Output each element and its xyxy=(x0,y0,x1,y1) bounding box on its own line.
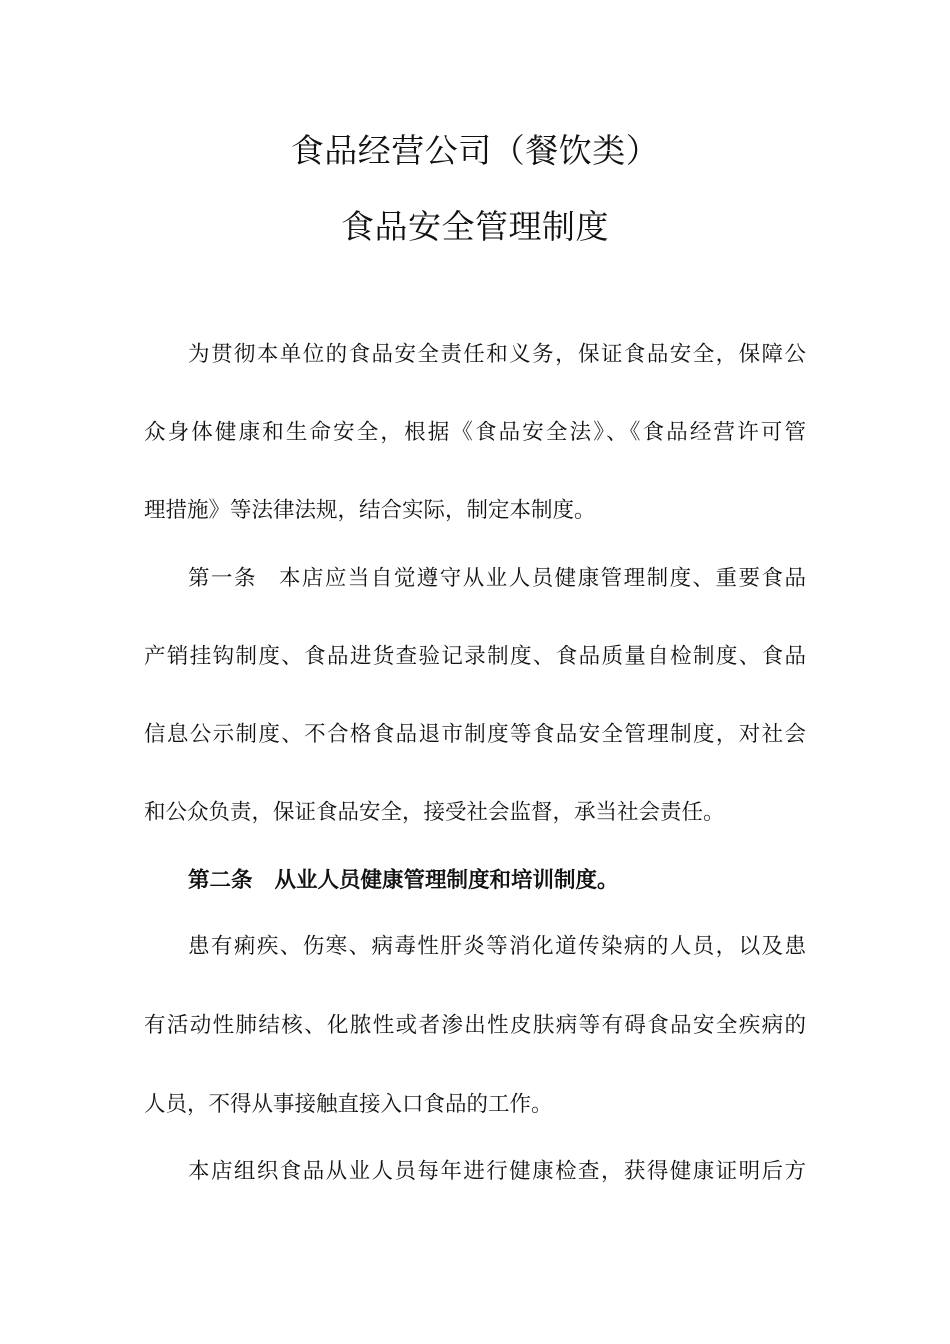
article2-heading xyxy=(188,866,806,896)
article1-text-1: 本店应当自觉遵守从业人员健康管理制度、重要食品 xyxy=(278,566,806,591)
article1-line-3: 信息公示制度、不合格食品退市制度等食品安全管理制度，对社会 xyxy=(144,722,806,747)
disease-line-2: 有活动性肺结核、化脓性或者渗出性皮肤病等有碍食品安全疾病的 xyxy=(144,1013,806,1038)
article2-title: 从业人员健康管理制度和培训制度。 xyxy=(274,868,619,893)
article1-label: 第一条 xyxy=(188,566,257,591)
health-check-line-1: 本店组织食品从业人员每年进行健康检查，获得健康证明后方 xyxy=(188,1159,806,1184)
document-subtitle: 食品安全管理制度 xyxy=(341,207,609,246)
disease-line-3: 人员，不得从事接触直接入口食品的工作。 xyxy=(144,1092,553,1117)
document-title: 食品经营公司（餐饮类） xyxy=(290,131,660,170)
article1-line-4: 和公众负责，保证食品安全，接受社会监督，承当社会责任。 xyxy=(144,800,725,825)
article2-label: 第二条 xyxy=(188,868,253,893)
intro-line-3: 理措施》等法律法规，结合实际，制定本制度。 xyxy=(144,498,596,523)
article1-line-1 xyxy=(188,564,806,594)
intro-line-1: 为贯彻本单位的食品安全责任和义务，保证食品安全，保障公 xyxy=(188,342,806,367)
intro-line-2: 众身体健康和生命安全，根据《食品安全法》、《食品经营许可管 xyxy=(144,420,806,445)
article1-line-2: 产销挂钩制度、食品进货查验记录制度、食品质量自检制度、食品 xyxy=(144,644,806,669)
disease-line-1: 患有痢疾、伤寒、病毒性肝炎等消化道传染病的人员，以及患 xyxy=(188,934,806,959)
